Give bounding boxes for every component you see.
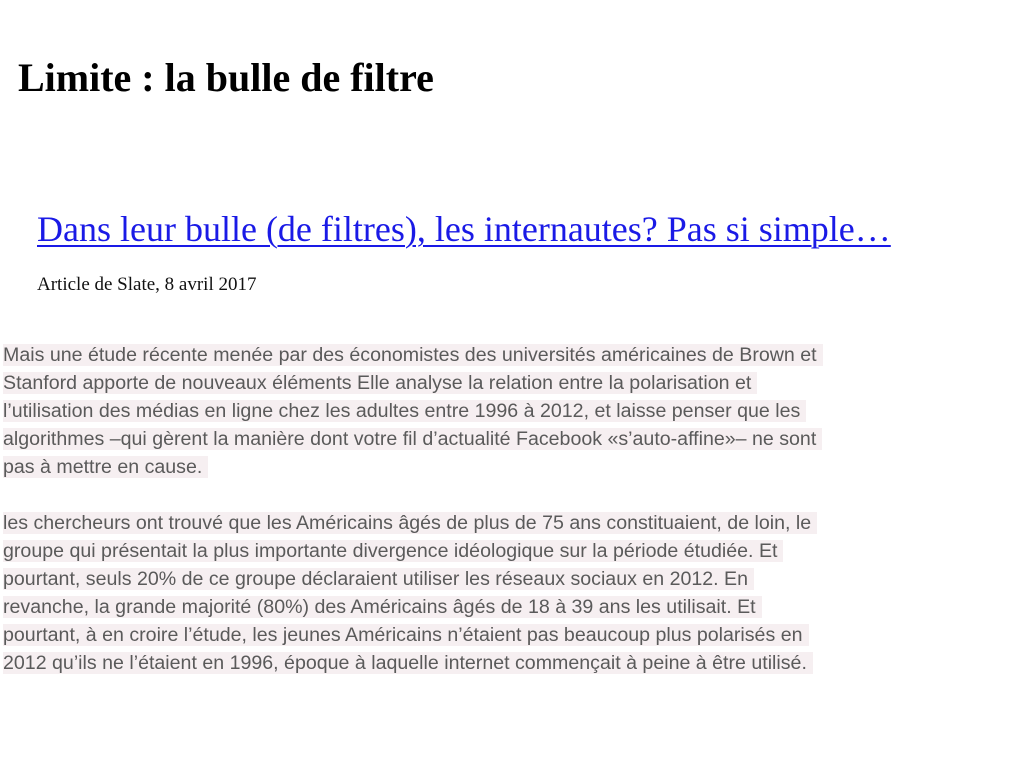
quote-line: pas à mettre en cause. — [3, 453, 1024, 481]
quote-paragraph-1 — [3, 341, 1024, 481]
quote-line: revanche, la grande majorité (80%) des Américains âgés de 18 à 39 ans les utilisait. Et — [3, 593, 1024, 621]
article-source: Article de Slate, 8 avril 2017 — [37, 274, 257, 295]
quote-paragraph-2 — [3, 509, 1024, 677]
quote-line: Mais une étude récente menée par des économistes des universités américaines de Brown et — [3, 341, 1024, 369]
article-link[interactable]: Dans leur bulle (de filtres), les internautes? Pas si simple… — [37, 209, 891, 249]
quote-line: l’utilisation des médias en ligne chez les adultes entre 1996 à 2012, et laisse penser que les — [3, 397, 1024, 425]
quote-line: pourtant, seuls 20% de ce groupe déclaraient utiliser les réseaux sociaux en 2012. En — [3, 565, 1024, 593]
quote-line: Stanford apporte de nouveaux éléments Elle analyse la relation entre la polarisation et — [3, 369, 1024, 397]
quote-line: pourtant, à en croire l’étude, les jeunes Américains n’étaient pas beaucoup plus polarisés en — [3, 621, 1024, 649]
quote-line: les chercheurs ont trouvé que les Américains âgés de plus de 75 ans constituaient, de loin, le — [3, 509, 1024, 537]
quote-line: algorithmes –qui gèrent la manière dont votre fil d’actualité Facebook «s’auto-affine»– ne sont — [3, 425, 1024, 453]
quote-line: 2012 qu’ils ne l’étaient en 1996, époque à laquelle internet commençait à peine à être utilisé. — [3, 649, 1024, 677]
slide-title: Limite : la bulle de filtre — [18, 55, 434, 100]
quote-line: groupe qui présentait la plus importante divergence idéologique sur la période étudiée. Et — [3, 537, 1024, 565]
